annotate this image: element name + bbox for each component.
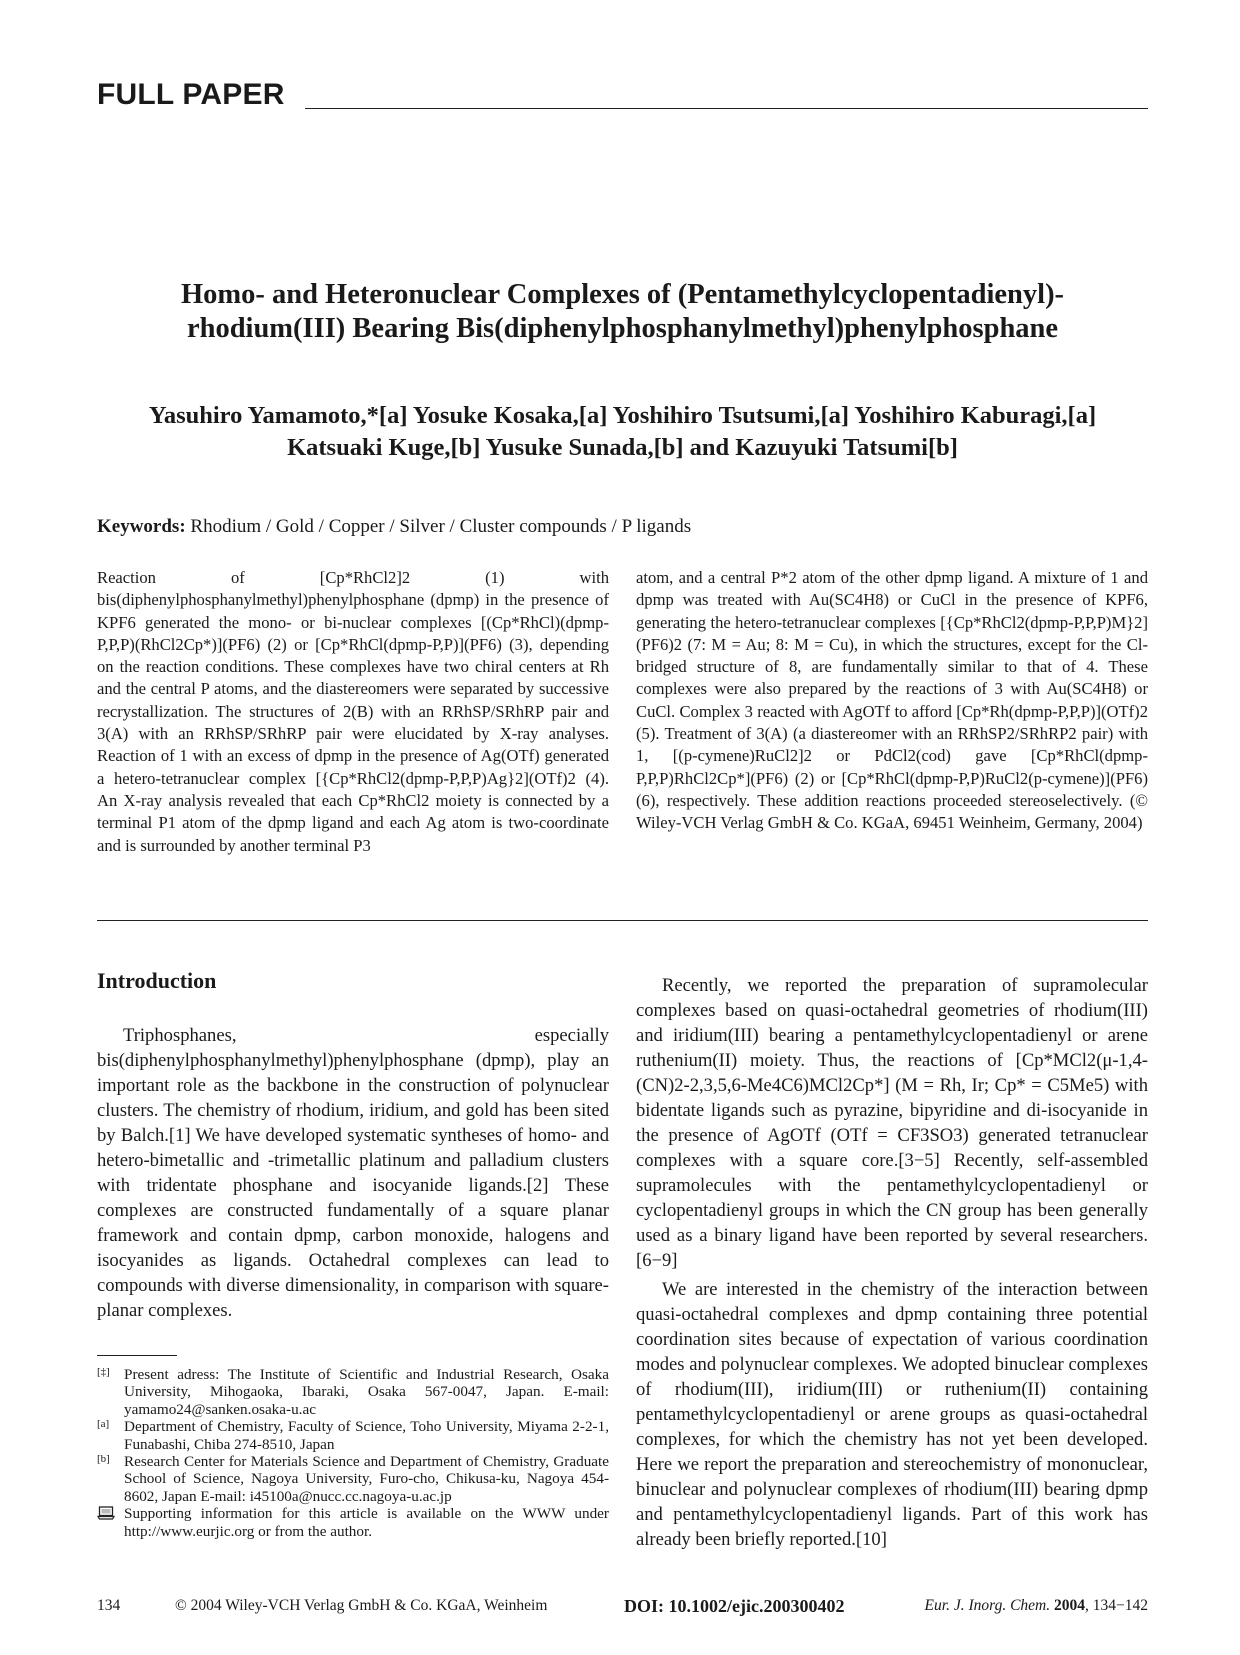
intro-paragraph-2: Recently, we reported the preparation of supramolecular complexes based on quasi-octahedral geometries of rhodium(III) and iridium(III) bearing a pentamethylcyclopentadienyl or arene ruthenium(II) moiety. Thus, the reactions of [Cp*MCl2(μ-1,4-(CN)2-2,3,5,6-Me4C6)MCl2Cp*] (M = Rh, Ir; Cp* = C5Me5) with bidentate ligands such as pyrazine, bipyridine and di-isocyanide in the presence of AgOTf (OTf = CF3SO3) generated tetranuclear complexes with a square core.[3−5] Recently, self-assembled supramolecules with the pentamethylcyclopentadienyl or cyclopentadienyl groups in which the CN group has been generally used as a binary ligand have been reported by several researchers.[6−9] [636, 975, 1148, 1271]
page-number: 134 [97, 1597, 121, 1614]
footnote-text: Department of Chemistry, Faculty of Science, Toho University, Miyama 2-2-1, Funabashi, Chiba 274-8510, Japan [124, 1418, 609, 1453]
footnote-mark: [a] [97, 1418, 110, 1431]
abstract-text-left: Reaction of [Cp*RhCl2]2 (1) with bis(diphenylphosphanylmethyl)phenylphosphane (dpmp) in the presence of KPF6 generated the mono- or bi-nuclear complexes [(Cp*RhCl)(dpmp-P,P,P)(RhCl2Cp*)](PF6) (2) or [Cp*RhCl(dpmp-P,P)](PF6) (3), depending on the reaction conditions. These complexes have two chiral centers at Rh and the central P atoms, and the diastereomers were separated by successive recrystallization. The structures of 2(B) with an RRhSP/SRhRP pair and 3(A) with an RRhSP/SRhRP pair were elucidated by X-ray analyses. Reaction of 1 with an excess of dpmp in the presence of Ag(OTf) generated a hetero-tetranuclear complex [{Cp*RhCl2(dpmp-P,P,P)Ag}2](OTf)2 (4). An X-ray analysis revealed that each Cp*RhCl2 moiety is connected by a terminal P1 atom of the dpmp ligand and each Ag atom is two-coordinate and is surrounded by another terminal P3 [97, 568, 609, 855]
intro-paragraph-3: We are interested in the chemistry of the interaction between quasi-octahedral complexes and dpmp containing three potential coordination sites because of expectation of various coordination modes and polynuclear complexes. We adopted binuclear complexes of rhodium(III), iridium(III) or ruthenium(II) containing pentamethylcyclopentadienyl or arene groups as quasi-octahedral complexes, for which the chemistry has not yet been developed. Here we report the preparation and stereochemistry of mononuclear, binuclear and polynuclear complexes of rhodium(III) bearing dpmp and pentamethylcyclopentadienyl ligands. Part of this work has already been briefly reported.[10] [636, 1279, 1148, 1550]
footnote-text: Supporting information for this article is available on the WWW under http://www.eurjic.org or from the author. [124, 1505, 609, 1540]
page-header [97, 78, 1148, 112]
introduction-left-column [97, 1023, 609, 1323]
journal-year: 2004 [1054, 1597, 1085, 1614]
footer-citation [925, 1595, 1148, 1617]
abstract-rule [97, 920, 1148, 921]
footnote-item [97, 1366, 609, 1418]
authors-line-2: Katsuaki Kuge,[b] Yusuke Sunada,[b] and Kazuyuki Tatsumi[b] [287, 434, 958, 461]
footnote-item [97, 1418, 609, 1453]
footnote-rule [97, 1355, 177, 1356]
journal-pages: , 134−142 [1085, 1597, 1148, 1614]
abstract-text-right: atom, and a central P*2 atom of the other dpmp ligand. A mixture of 1 and dpmp was treated with Au(SC4H8) or CuCl in the presence of KPF6, generating the hetero-tetranuclear complexes [{Cp*RhCl2(dpmp-P,P,P)M}2](PF6)2 (7: M = Au; 8: M = Cu), in which the structures, except for the Cl-bridged structure of 8, are fundamentally similar to that of 4. These complexes were also prepared by the reactions of 3 with Au(SC4H8) or CuCl. Complex 3 reacted with AgOTf to afford [Cp*Rh(dpmp-P,P,P)](OTf)2 (5). Treatment of 3(A) (a diastereomer with an RRhSP2/SRhRP2 pair) with 1, [(p-cymene)RuCl2]2 or PdCl2(cod) gave [Cp*RhCl(dpmp-P,P,P)RhCl2Cp*](PF6) (2) or [Cp*RhCl(dpmp-P,P)RuCl2(p-cymene)](PF6) (6), respectively. These addition reactions proceeded stereoselectively. (© Wiley-VCH Verlag GmbH & Co. KGaA, 69451 Weinheim, Germany, 2004) [636, 568, 1148, 833]
author-list [97, 400, 1148, 464]
article-title [97, 278, 1148, 346]
footnote-item [97, 1453, 609, 1505]
abstract-left-column [97, 567, 609, 857]
footnotes [97, 1366, 609, 1540]
introduction-right-column [636, 973, 1148, 1552]
intro-paragraph-1: Triphosphanes, especially bis(diphenylphosphanylmethyl)phenylphosphane (dpmp), play an important role as the backbone in the construction of polynuclear clusters. The chemistry of rhodium, iridium, and gold has been sited by Balch.[1] We have developed systematic syntheses of homo- and hetero-bimetallic and -trimetallic platinum and palladium clusters with tridentate phosphane and isocyanide ligands.[2] These complexes are constructed fundamentally of a square planar framework and contain dpmp, carbon monoxide, halogens and isocyanides as ligands. Octahedral complexes can lead to compounds with diverse dimensionality, in comparison with square-planar complexes. [97, 1025, 609, 1321]
page-footer [97, 1595, 1148, 1617]
journal-name: Eur. J. Inorg. Chem. [924, 1597, 1051, 1614]
authors-line-1: Yasuhiro Yamamoto,*[a] Yosuke Kosaka,[a] Yoshihiro Tsutsumi,[a] Yoshihiro Kaburagi,[a] [148, 402, 1097, 429]
footnote-mark: [b] [97, 1453, 110, 1466]
keywords-label: Keywords: [97, 516, 186, 537]
abstract-right-column [636, 567, 1148, 835]
section-label: FULL PAPER [97, 78, 285, 111]
footnote-mark: [‡] [97, 1366, 110, 1378]
footer-doi: DOI: 10.1002/ejic.200300402 [624, 1596, 845, 1616]
footer-copyright: © 2004 Wiley-VCH Verlag GmbH & Co. KGaA, Weinheim [175, 1597, 548, 1614]
keywords-text: Rhodium / Gold / Copper / Silver / Cluster compounds / P ligands [190, 516, 692, 537]
footnote-item [97, 1505, 609, 1540]
computer-icon [97, 1506, 115, 1520]
header-rule [305, 108, 1148, 109]
title-line-2: rhodium(III) Bearing Bis(diphenylphosphanylmethyl)phenylphosphane [186, 313, 1059, 344]
footnote-text: Present adress: The Institute of Scientific and Industrial Research, Osaka University, Mihogaoka, Ibaraki, Osaka 567-0047, Japan. E-mail: yamamo24@sanken.osaka-u.ac [124, 1366, 609, 1418]
footnote-text: Research Center for Materials Science and Department of Chemistry, Graduate School of Science, Nagoya University, Furo-cho, Chikusa-ku, Nagoya 454-8602, Japan E-mail: i45100a@nucc.cc.nagoya-u.ac.jp [124, 1453, 609, 1505]
keywords [97, 515, 691, 539]
title-line-1: Homo- and Heteronuclear Complexes of (Pentamethylcyclopentadienyl)- [180, 279, 1065, 310]
introduction-heading: Introduction [97, 968, 217, 993]
